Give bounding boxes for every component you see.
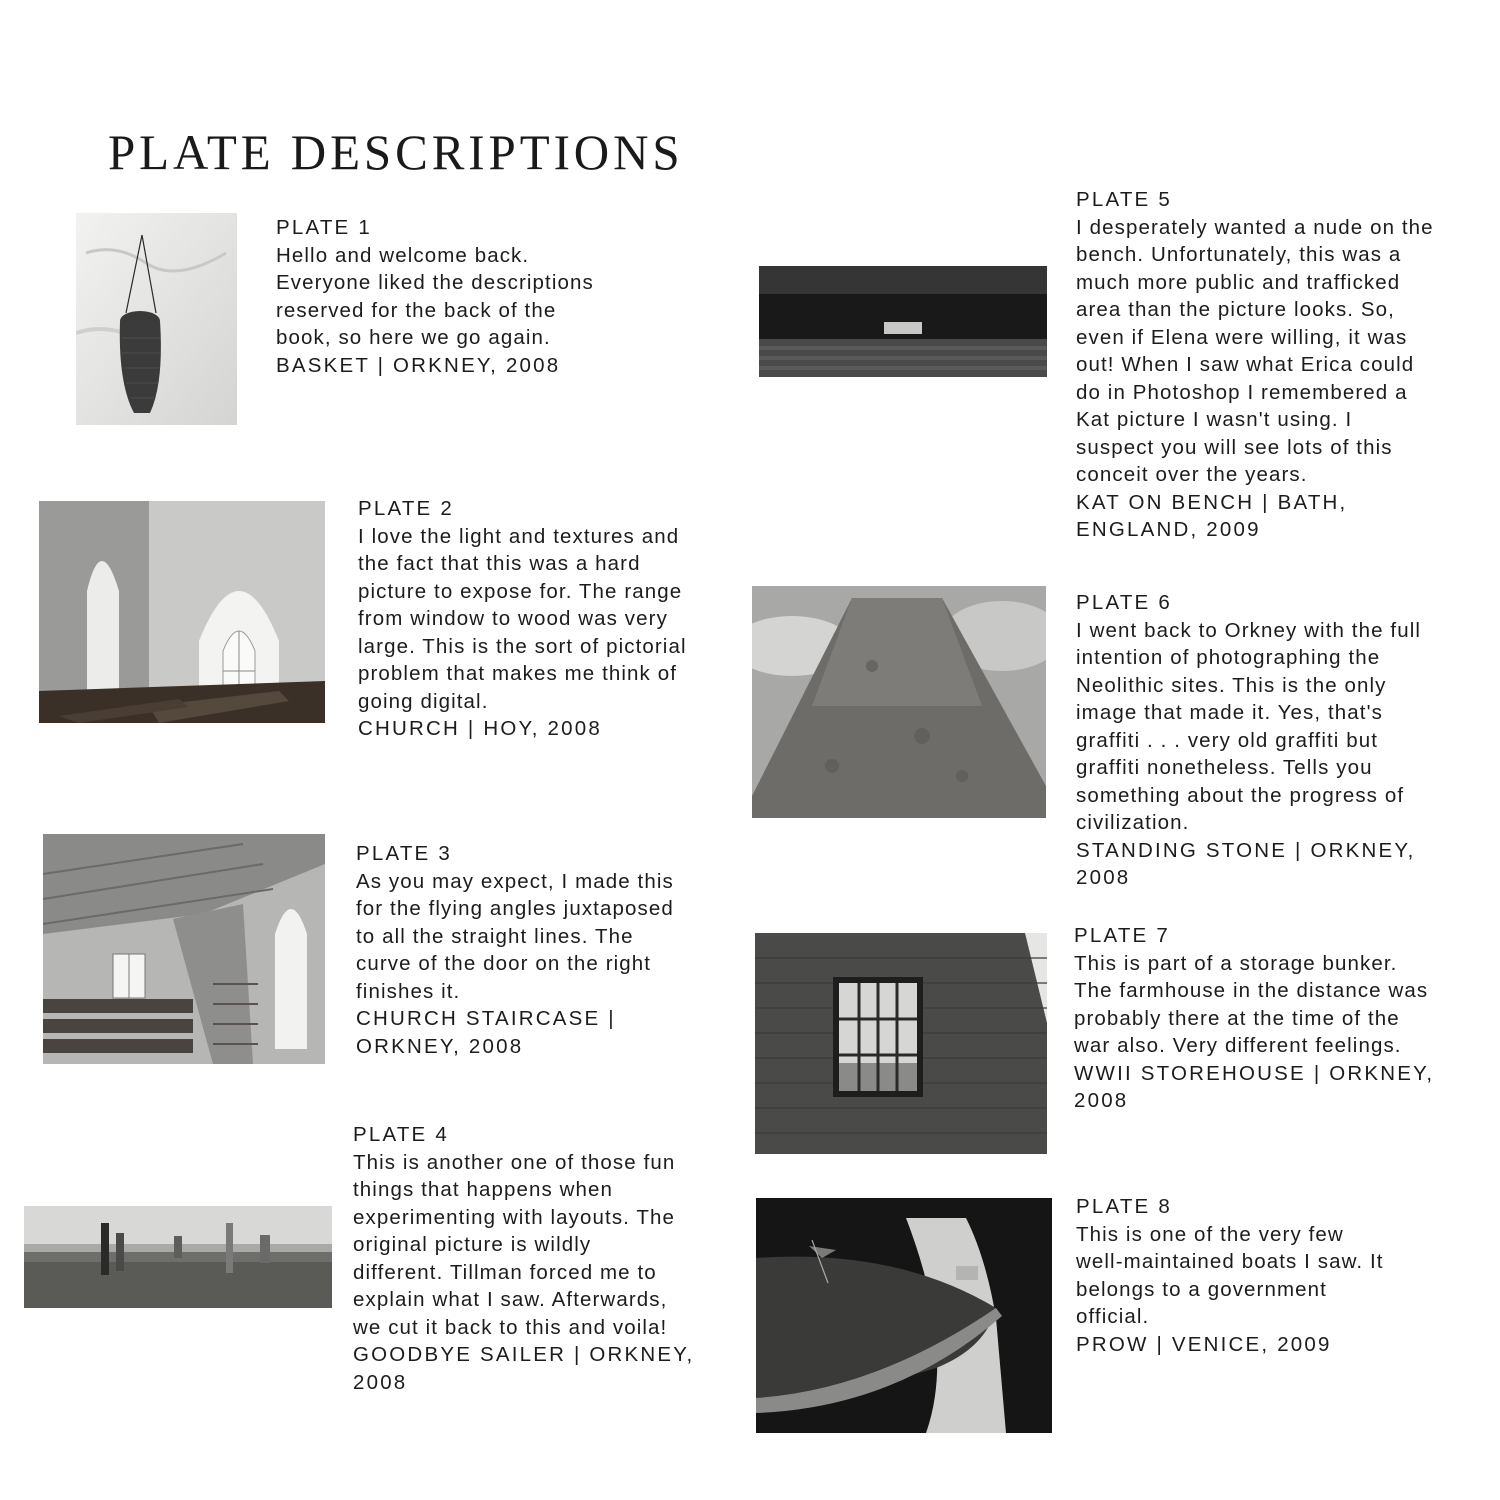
plate-label: PLATE 7 — [1074, 924, 1170, 947]
plate-description: Hello and welcome back. Everyone liked the descriptions reserved for the back of the book, so here we go again. — [276, 243, 594, 349]
plate-description: I desperately wanted a nude on the bench. Unfortunately, this was a much more public and trafficked area than the picture looks. So, even if Elena were willing, it was out! When I saw what Erica could do in Photoshop I remembered a Kat picture I wasn't using. I suspect you will see lots of this conceit over the years. — [1076, 215, 1434, 486]
plate-description: This is one of the very few well-maintained boats I saw. It belongs to a government official. — [1076, 1222, 1384, 1328]
plate-1 — [276, 214, 656, 379]
plate-3 — [356, 840, 736, 1060]
plate-label: PLATE 2 — [358, 497, 454, 520]
plate-label: PLATE 6 — [1076, 591, 1172, 614]
boat-prow-photo — [756, 1198, 1052, 1433]
plate-description: This is another one of those fun things that happens when experimenting with layouts. The original picture is wildly different. Tillman forced me to explain what I saw. Afterwards, we cut it back to this and voila! — [353, 1150, 676, 1339]
plate-caption: PROW | VENICE, 2009 — [1076, 1332, 1332, 1356]
plate-label: PLATE 1 — [276, 216, 372, 239]
plate-7 — [1074, 922, 1484, 1115]
plate-8 — [1076, 1193, 1486, 1358]
plate-caption: CHURCH | HOY, 2008 — [358, 717, 602, 740]
plate-label: PLATE 5 — [1076, 188, 1172, 211]
plate-label: PLATE 4 — [353, 1123, 449, 1146]
plate-label: PLATE 3 — [356, 842, 452, 865]
basket-photo — [76, 213, 237, 425]
bench-photo — [759, 266, 1047, 377]
plate-description: As you may expect, I made this for the flying angles juxtaposed to all the straight lines. The curve of the door on the right finishes it. — [356, 869, 674, 1003]
plate-4 — [353, 1121, 733, 1396]
plate-5 — [1076, 186, 1486, 544]
plate-caption: CHURCH STAIRCASE | ORKNEY, 2008 — [356, 1007, 616, 1058]
storehouse-photo — [755, 933, 1047, 1154]
plate-caption: GOODBYE SAILER | ORKNEY, 2008 — [353, 1343, 695, 1394]
plate-description: This is part of a storage bunker. The farmhouse in the distance was probably there at the time of the war also. Very different feelings. — [1074, 951, 1429, 1057]
plate-caption: BASKET | ORKNEY, 2008 — [276, 353, 561, 377]
plate-2 — [358, 495, 738, 743]
plate-caption: WWII STOREHOUSE | ORKNEY, 2008 — [1074, 1061, 1435, 1112]
church-staircase-photo — [43, 834, 325, 1064]
plate-caption: KAT ON BENCH | BATH, ENGLAND, 2009 — [1076, 490, 1348, 541]
plate-description: I love the light and textures and the fact that this was a hard picture to expose for. The range from window to wood was very large. This is the sort of pictorial problem that makes me think of going digital. — [358, 524, 687, 713]
plate-description: I went back to Orkney with the full intention of photographing the Neolithic sites. This is the only image that made it. Yes, that's graffiti . . . very old graffiti but graffiti nonetheless. Tells you something about the progress of civilization. — [1076, 618, 1421, 834]
standing-stone-photo — [752, 586, 1046, 818]
page-title: PLATE DESCRIPTIONS — [108, 124, 684, 180]
church-photo — [39, 501, 325, 723]
graveyard-photo — [24, 1206, 332, 1308]
plate-caption: STANDING STONE | ORKNEY, 2008 — [1076, 838, 1416, 889]
plate-6 — [1076, 589, 1486, 892]
plate-label: PLATE 8 — [1076, 1195, 1172, 1218]
